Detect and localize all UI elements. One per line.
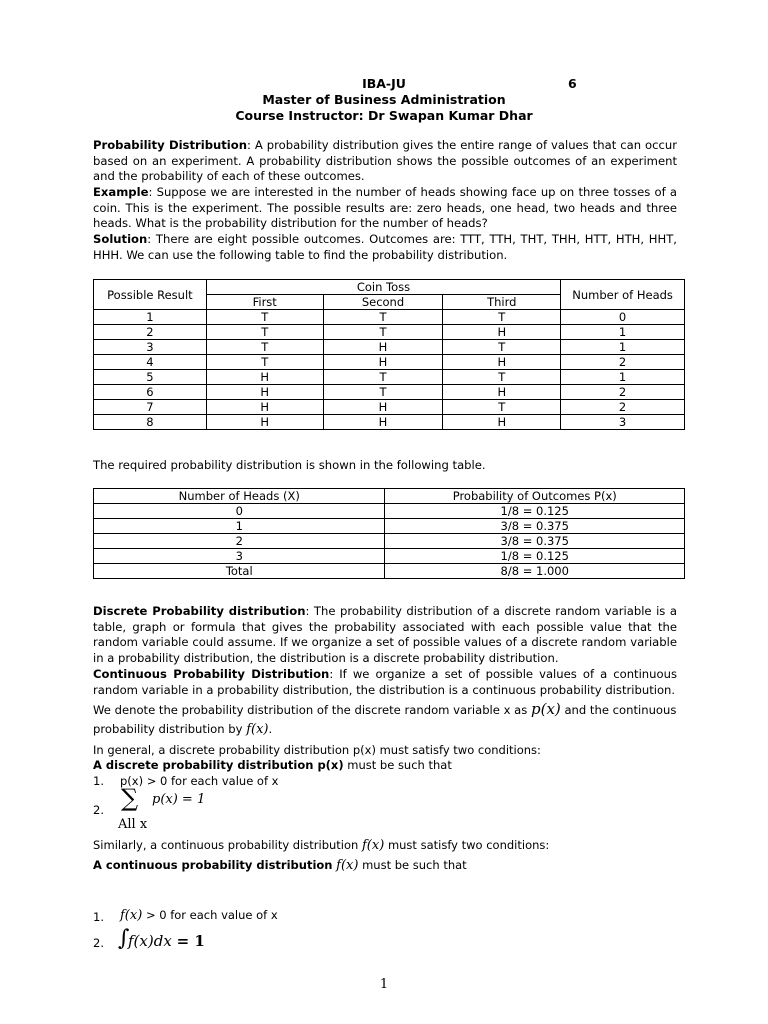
- discrete-term: Discrete Probability distribution: [93, 604, 306, 618]
- table-cell: T: [206, 325, 323, 340]
- integral-expression: [128, 932, 205, 950]
- table-cell: 2: [561, 385, 685, 400]
- header-program: Master of Business Administration: [262, 92, 506, 107]
- similar-text: Similarly, a continuous probability distribution: [93, 838, 359, 852]
- table-row: [94, 325, 685, 340]
- table-row: [94, 370, 685, 385]
- discrete-paragraph: [93, 604, 677, 666]
- table-cell: T: [443, 370, 561, 385]
- table-cell: T: [206, 310, 323, 325]
- denote-text3: probability distribution by: [93, 722, 243, 736]
- table-cell: 3: [561, 415, 685, 430]
- example-text: : Suppose we are interested in the number of heads showing face up on three tosses of a coin. This is the experiment. The possible results are: zero heads, one head, two heads and three heads. What is the probability distribution for the number of heads?: [93, 185, 677, 230]
- table-cell: 1: [561, 370, 685, 385]
- table-cell: H: [443, 355, 561, 370]
- pd-term: Probability Distribution: [93, 138, 247, 152]
- table-cell: T: [323, 370, 443, 385]
- table-cell: 2: [561, 400, 685, 415]
- header-instructor: Course Instructor: Dr Swapan Kumar Dhar: [235, 108, 533, 123]
- d1-text: p(x) > 0 for each value of x: [120, 774, 279, 788]
- table-row: [94, 519, 685, 534]
- table-cell: H: [323, 340, 443, 355]
- table-cell: 3/8 = 0.375: [385, 534, 685, 549]
- discrete-condition-head: [93, 758, 452, 772]
- col-second: Second: [323, 295, 443, 310]
- table-cell: H: [206, 370, 323, 385]
- table-cell: Total: [94, 564, 385, 579]
- table-cell: 0: [94, 504, 385, 519]
- table-cell: 2: [561, 355, 685, 370]
- table-row: [94, 340, 685, 355]
- footer-page-number: 1: [379, 977, 389, 992]
- table-cell: T: [323, 325, 443, 340]
- table-cell: H: [323, 400, 443, 415]
- table-cell: T: [323, 310, 443, 325]
- all-x-label: All x: [118, 817, 148, 832]
- denote-dot: .: [268, 722, 273, 736]
- table-cell: 7: [94, 400, 207, 415]
- table-cell: 1: [94, 519, 385, 534]
- pd-paragraph: [93, 138, 677, 185]
- table-cell: 5: [94, 370, 207, 385]
- distribution-table: [93, 488, 685, 579]
- continuous-term: Continuous Probability Distribution: [93, 667, 330, 681]
- table-row: [94, 534, 685, 549]
- cont-head: A continuous probability distribution: [93, 858, 333, 872]
- table-cell: 1/8 = 0.125: [385, 504, 685, 519]
- table-cell: 3: [94, 340, 207, 355]
- example-paragraph: [93, 185, 677, 232]
- table-cell: 8: [94, 415, 207, 430]
- denote-text1: We denote the probability distribution of the discrete random variable x as: [93, 703, 528, 717]
- px-expression: p(x): [530, 700, 561, 718]
- table-cell: 8/8 = 1.000: [385, 564, 685, 579]
- general-conditions: In general, a discrete probability distribution p(x) must satisfy two conditions:: [93, 743, 541, 757]
- sigma-icon: ∑: [121, 784, 139, 812]
- table-cell: 6: [94, 385, 207, 400]
- fx-expression: f(x): [246, 722, 269, 737]
- c1-fx: f(x): [120, 908, 143, 923]
- table-cell: T: [443, 400, 561, 415]
- dist-caption: The required probability distribution is shown in the following table.: [93, 458, 486, 472]
- table-row: [94, 400, 685, 415]
- similar-tail: must satisfy two conditions:: [387, 838, 550, 852]
- similar-fx: f(x): [361, 838, 385, 853]
- header-page-number: 6: [568, 76, 577, 91]
- similar-line: [93, 838, 549, 853]
- header-org: IBA-JU: [362, 76, 406, 91]
- col-coin-toss: Coin Toss: [206, 280, 560, 295]
- discrete-text: : The probability distribution of a discrete random variable is a table, graph or formula that gives the probability associated with each possible value that the random variable could assume. If we organize a set of possible values of a discrete random variable in a probability distribution, the distribution is a discrete probability distribution.: [93, 604, 677, 665]
- table-cell: 4: [94, 355, 207, 370]
- table-cell: T: [206, 355, 323, 370]
- sum-expression: p(x) = 1: [152, 792, 206, 807]
- table-cell: T: [443, 340, 561, 355]
- table-cell: H: [206, 415, 323, 430]
- continuous-condition-head: [93, 858, 467, 873]
- cont-tail: must be such that: [362, 858, 467, 872]
- table-cell: H: [443, 415, 561, 430]
- col-number-of-heads-x: Number of Heads (X): [94, 489, 385, 504]
- col-possible-result: Possible Result: [94, 280, 207, 310]
- cont-fx: f(x): [336, 858, 359, 873]
- table-row: [94, 549, 685, 564]
- col-number-of-heads: Number of Heads: [561, 280, 685, 310]
- int-expr: f(x)dx: [128, 932, 172, 950]
- c1-text: > 0 for each value of x: [145, 908, 278, 922]
- table-cell: T: [443, 310, 561, 325]
- continuous-text: : If we organize a set of possible values of a continuous random variable in a probability distribution, the distribution is a continuous probability distribution.: [93, 667, 677, 697]
- table-cell: 3: [94, 549, 385, 564]
- table-cell: 1: [94, 310, 207, 325]
- continuous-paragraph: [93, 667, 677, 698]
- d2-num: 2.: [93, 803, 104, 817]
- solution-term: Solution: [93, 232, 148, 246]
- solution-paragraph: [93, 232, 677, 263]
- denote-line-2: [93, 722, 272, 737]
- col-first: First: [206, 295, 323, 310]
- example-term: Example: [93, 185, 149, 199]
- table-cell: H: [323, 355, 443, 370]
- table-cell: H: [443, 325, 561, 340]
- discrete-head: A discrete probability distribution p(x): [93, 758, 344, 772]
- table-row: [94, 310, 685, 325]
- c2-num: 2.: [93, 936, 104, 950]
- col-third: Third: [443, 295, 561, 310]
- table-cell: 1/8 = 0.125: [385, 549, 685, 564]
- table-row: [94, 504, 685, 519]
- d1-num: 1.: [93, 774, 104, 788]
- integral-icon: ∫: [118, 926, 130, 951]
- table-row: [94, 564, 685, 579]
- c1-line: [120, 908, 278, 923]
- denote-line: [93, 700, 685, 718]
- c1-num: 1.: [93, 910, 104, 924]
- table-cell: H: [443, 385, 561, 400]
- table-cell: 1: [561, 340, 685, 355]
- table-row: [94, 415, 685, 430]
- table-cell: 2: [94, 534, 385, 549]
- table-cell: T: [323, 385, 443, 400]
- int-eq: = 1: [176, 932, 205, 950]
- col-probability: Probability of Outcomes P(x): [385, 489, 685, 504]
- table-cell: H: [206, 385, 323, 400]
- table-row: [94, 385, 685, 400]
- table-cell: 2: [94, 325, 207, 340]
- solution-text: : There are eight possible outcomes. Outcomes are: TTT, TTH, THT, THH, HTT, HTH, HHT, HHH. We can use the following table to find the probability distribution.: [93, 232, 677, 262]
- table-row: [94, 355, 685, 370]
- table-cell: T: [206, 340, 323, 355]
- table-cell: H: [323, 415, 443, 430]
- pd-text: : A probability distribution gives the entire range of values that can occur based on an experiment. A probability distribution shows the possible outcomes of an experiment and the probability of each of these outcomes.: [93, 138, 677, 183]
- table-cell: 1: [561, 325, 685, 340]
- table-cell: 0: [561, 310, 685, 325]
- discrete-tail: must be such that: [347, 758, 452, 772]
- denote-text2: and the continuous: [564, 703, 677, 717]
- table-cell: H: [206, 400, 323, 415]
- coin-toss-table: [93, 279, 685, 430]
- table-cell: 3/8 = 0.375: [385, 519, 685, 534]
